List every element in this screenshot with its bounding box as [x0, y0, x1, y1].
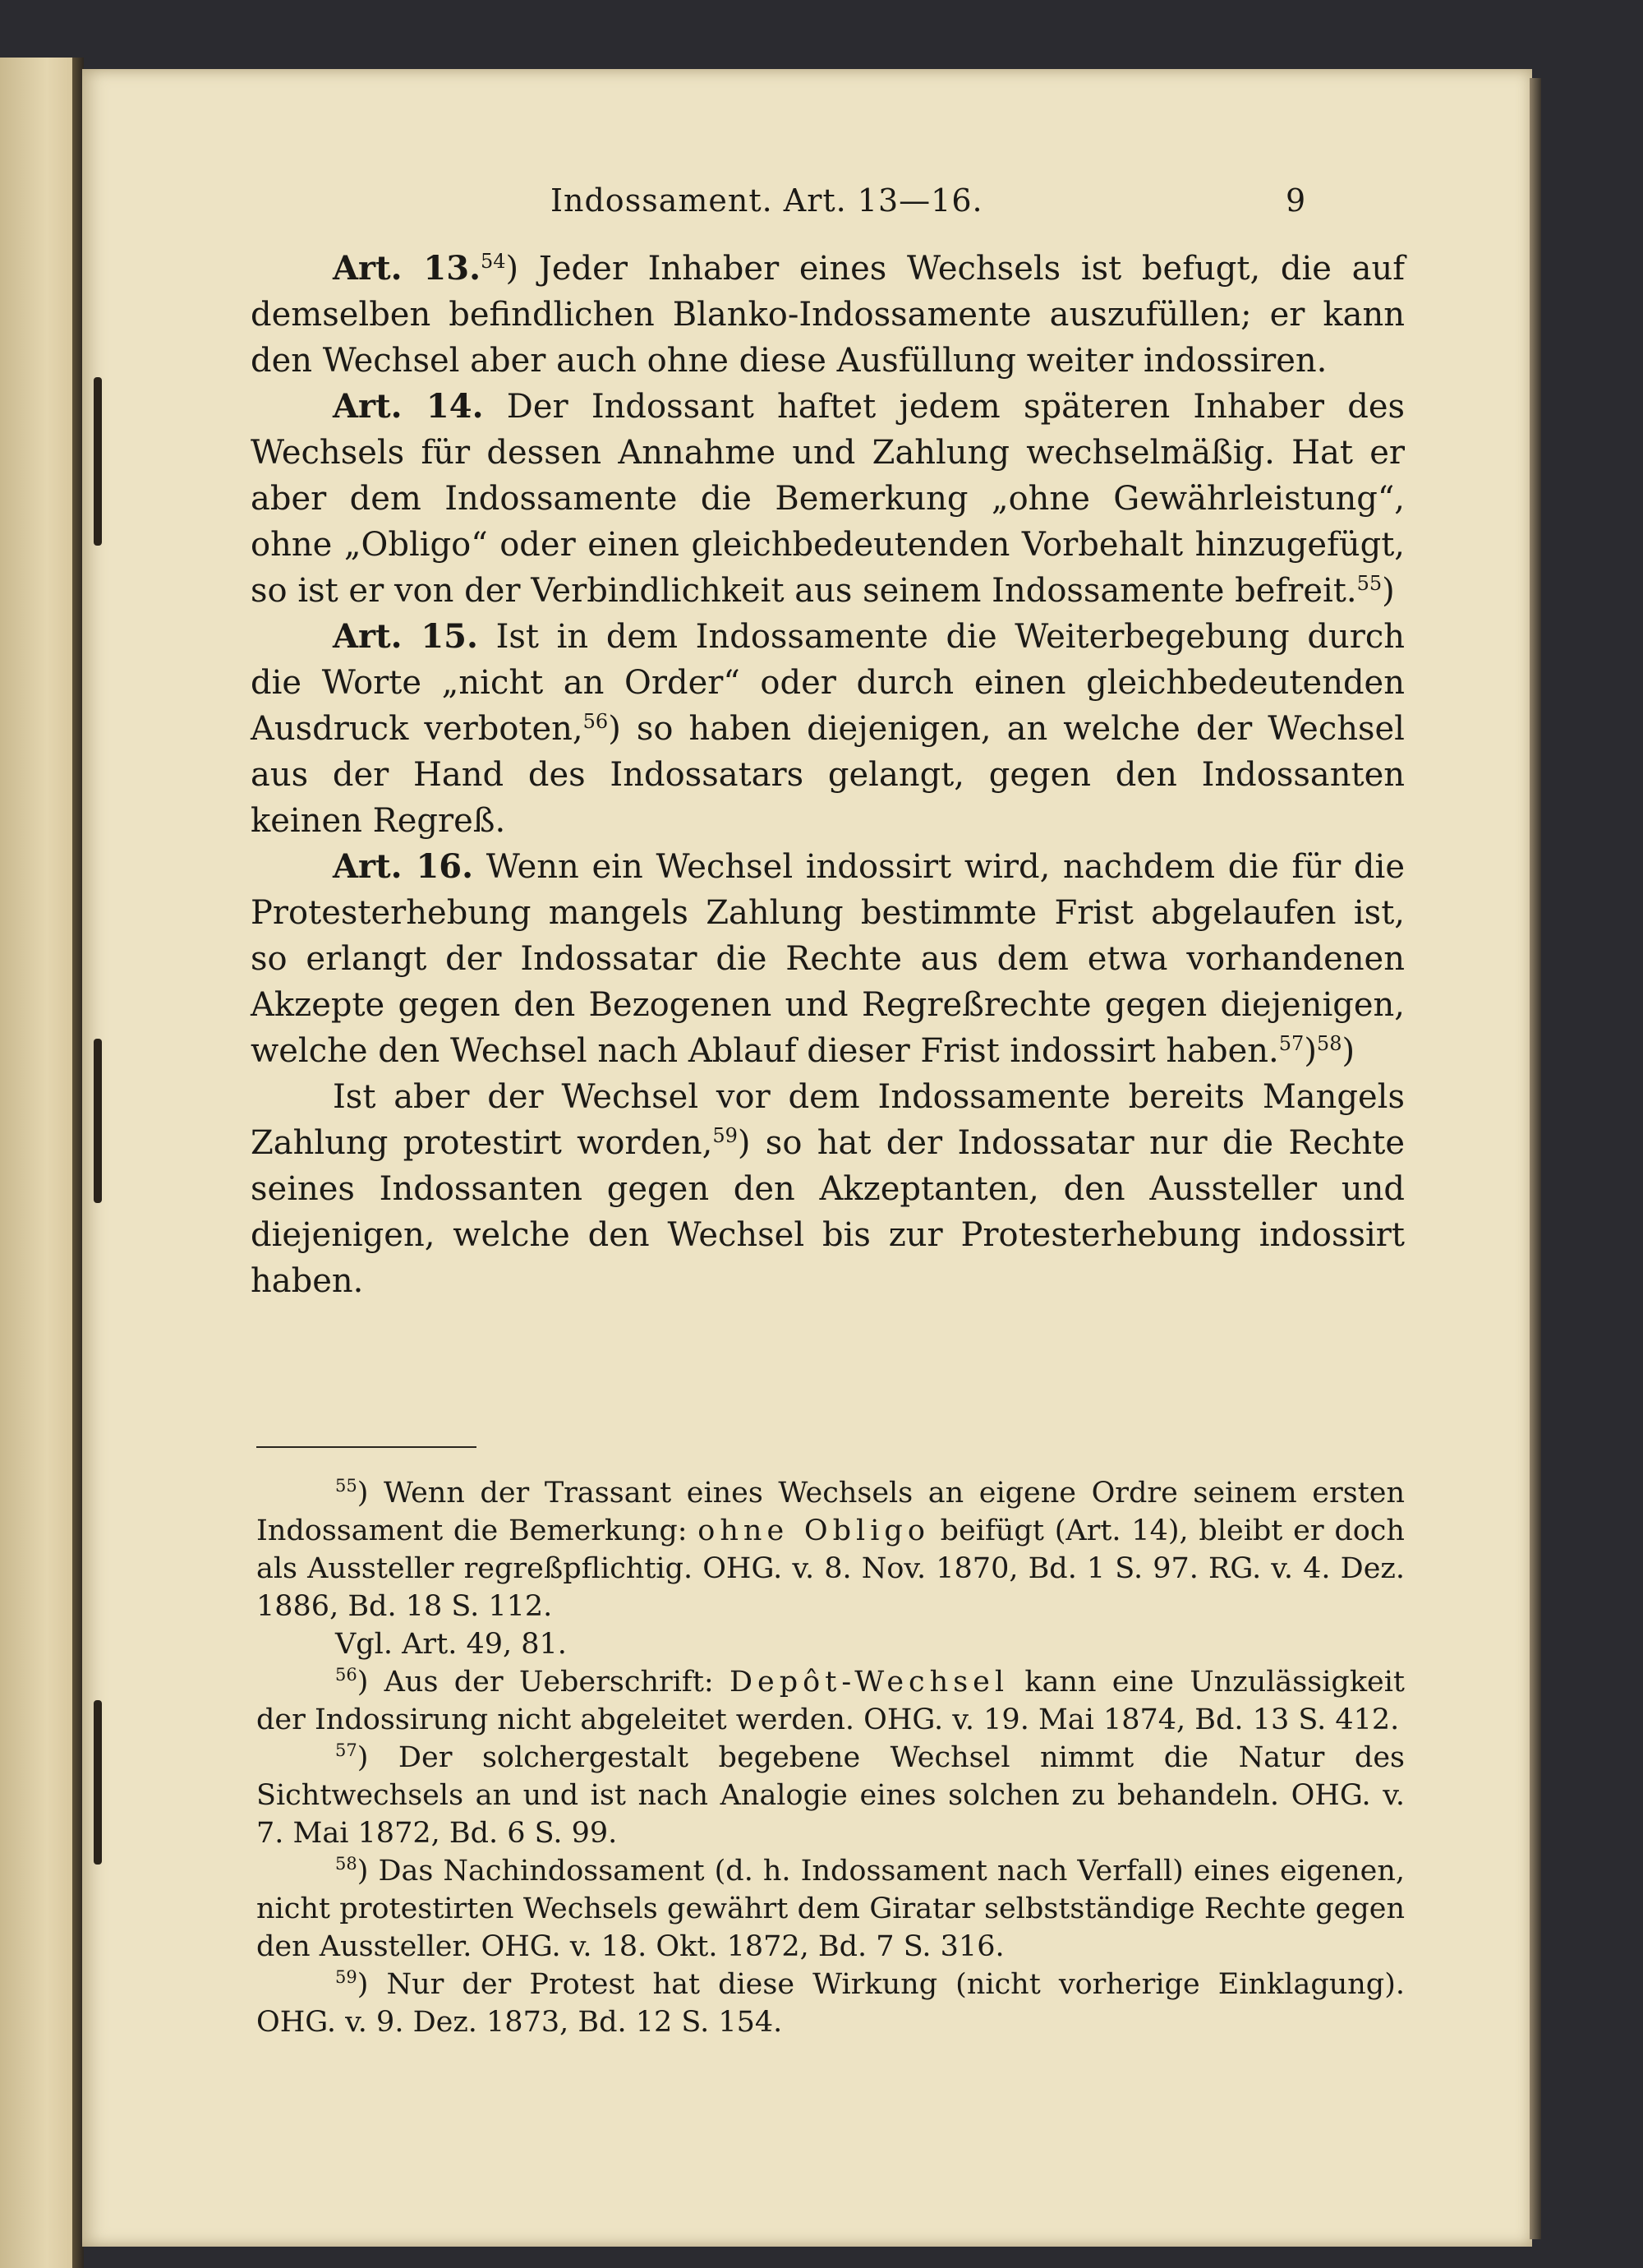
footnote-emphasis: ohne Obligo: [697, 1514, 930, 1547]
note-ref: 54: [481, 250, 506, 273]
footnote-text: kann eine Unzulässigkeit der Indossirung nicht abgeleitet werden. OHG. v. 19. Mai 1874, Bd. 13 S. 412.: [256, 1666, 1405, 1736]
note-ref: 59: [712, 1124, 738, 1147]
note-ref: 56: [582, 710, 609, 733]
page-number: 9: [1286, 182, 1306, 219]
binding-mark: [94, 1700, 102, 1865]
footnote-text: Das Nachindossament (d. h. Indossament nach Verfall) eines eigenen, nicht protestirten Wechsels gewährt dem Giratar selbstständige Rechte gegen den Aussteller. OHG. v. 18. Okt. 1872, Bd. 7 S. 316.: [256, 1855, 1406, 1963]
article-16: Art. 16. Wenn ein Wechsel indossirt wird, nachdem die für die Protesterhebung mangels Zahlung bestimmte Frist abgelaufen ist, so erlangt der Indossatar die Rechte aus dem etwa vorhandenen Akzepte gegen den Bezogenen und Regreßrechte gegen diejenigen, welche den Wechsel nach Ablauf dieser Frist indossirt haben.$^{57}$)$^{58}$): [251, 847, 1405, 1070]
article-label: Art. 15.: [333, 617, 478, 656]
article-label: Art. 13.: [333, 249, 481, 288]
article-text: Der Indossant haftet jedem späteren Inhaber des Wechsels für dessen Annahme und Zahlung wechselmäßig. Hat er aber dem Indossamente die Bemerkung „ohne Gewährleistung“, ohne „Obligo“ oder einen gleichbedeutenden Vorbehalt hinzugefügt, so ist er von der Verbindlichkeit aus seinem Indossamente befreit.: [251, 388, 1406, 610]
footnote-text: Vgl. Art. 49, 81.: [335, 1628, 567, 1661]
footnote-58: $^{58}$) Das Nachindossament (d. h. Indossament nach Verfall) eines eigenen, nicht protestirten Wechsels gewährt dem Giratar selbstständige Rechte gegen den Aussteller. OHG. v. 18. Okt. 1872, Bd. 7 S. 316.: [256, 1854, 1406, 1963]
book-page: [82, 69, 1532, 2247]
note-ref: 58: [1316, 1032, 1342, 1055]
binding-mark: [94, 377, 102, 546]
footnote-text: beifügt (Art. 14), bleibt er doch als Aussteller regreßpflichtig. OHG. v. 8. Nov. 1870, Bd. 1 S. 97. RG. v. 4. Dez. 1886, Bd. 18 S. 112.: [256, 1514, 1405, 1623]
article-text: Ist in dem Indossamente die Weiterbegebung durch die Worte „nicht an Order“ oder durch einen gleichbedeutenden Ausdruck verboten,: [251, 618, 1405, 748]
body-text: [251, 246, 1405, 1304]
article-text: Jeder Inhaber eines Wechsels ist befugt, die auf demselben befindlichen Blanko-Indossamente auszufüllen; er kann den Wechsel aber auch ohne diese Ausfüllung weiter indossiren.: [251, 250, 1406, 380]
article-label: Art. 14.: [333, 387, 484, 426]
header-title: Indossament. Art. 13—16.: [550, 182, 983, 219]
footnote-59: $^{59}$) Nur der Protest hat diese Wirkung (nicht vorherige Einklagung). OHG. v. 9. Dez. 1873, Bd. 12 S. 154.: [256, 1967, 1405, 2039]
running-header: [82, 182, 1532, 224]
article-15: Art. 15. Ist in dem Indossamente die Weiterbegebung durch die Worte „nicht an Order“ oder durch einen gleichbedeutenden Ausdruck verboten,$^{56}$) so haben diejenigen, an welche der Wechsel aus der Hand des Indossatars gelangt, gegen den Indossanten keinen Regreß.: [251, 617, 1405, 840]
footnote-57: $^{57}$) Der solchergestalt begebene Wechsel nimmt die Natur des Sichtwechsels an und ist nach Analogie eines solchen zu behandeln. OHG. v. 7. Mai 1872, Bd. 6 S. 99.: [256, 1740, 1406, 1850]
footnote-text: Aus der Ueberschrift:: [384, 1666, 714, 1699]
article-text: so haben diejenigen, an welche der Wechsel aus der Hand des Indossatars gelangt, gegen den Indossanten keinen Regreß.: [251, 710, 1405, 840]
paragraph-text: so hat der Indossatar nur die Rechte seines Indossanten gegen den Akzeptanten, den Aussteller und diejenigen, welche den Wechsel bis zur Protesterhebung indossirt haben.: [251, 1124, 1406, 1300]
paragraph-text: Ist aber der Wechsel vor dem Indossamente bereits Mangels Zahlung protestirt worden,: [251, 1078, 1405, 1162]
footnote-56: $^{56}$) Aus der Ueberschrift: Depôt-Wechsel kann eine Unzulässigkeit der Indossirung nicht abgeleitet werden. OHG. v. 19. Mai 1874, Bd. 13 S. 412.: [256, 1665, 1405, 1736]
footnote-text: Wenn der Trassant eines Wechsels an eigene Ordre seinem ersten Indossament die Bemerkung:: [256, 1477, 1405, 1547]
article-label: Art. 16.: [333, 847, 474, 886]
article-13: Art. 13.54) Jeder Inhaber eines Wechsels ist befugt, die auf demselben befindlichen Blanko-Indossamente auszufüllen; er kann den Wechsel aber auch ohne diese Ausfüllung weiter indossiren.: [251, 249, 1406, 380]
binding-mark: [94, 1039, 102, 1203]
footnotes: [256, 1474, 1405, 2041]
footnote-divider: [256, 1446, 476, 1448]
footnote-text: Der solchergestalt begebene Wechsel nimmt die Natur des Sichtwechsels an und ist nach Analogie eines solchen zu behandeln. OHG. v. 7. Mai 1872, Bd. 6 S. 99.: [256, 1741, 1406, 1850]
left-page-edge: [0, 58, 78, 2268]
footnote-number: 59: [335, 1967, 357, 1987]
note-ref: 55: [1356, 572, 1383, 595]
footnote-number: 56: [335, 1665, 357, 1685]
footnote-see-also: [256, 1625, 1405, 1663]
footnote-number: 55: [335, 1476, 357, 1496]
footnote-emphasis: Depôt-Wechsel: [729, 1666, 1010, 1699]
note-ref: 57: [1278, 1032, 1305, 1055]
footnote-text: Nur der Protest hat diese Wirkung (nicht vorherige Einklagung). OHG. v. 9. Dez. 1873, Bd. 12 S. 154.: [256, 1968, 1405, 2039]
footnote-number: 57: [335, 1740, 357, 1760]
page-edge: [1530, 78, 1541, 2239]
article-14: Art. 14. Der Indossant haftet jedem späteren Inhaber des Wechsels für dessen Annahme und Zahlung wechselmäßig. Hat er aber dem Indossamente die Bemerkung „ohne Gewährleistung“, ohne „Obligo“ oder einen gleichbedeutenden Vorbehalt hinzugefügt, so ist er von der Verbindlichkeit aus seinem Indossamente befreit.$^{55}$): [251, 387, 1406, 610]
article-text: Wenn ein Wechsel indossirt wird, nachdem die für die Protesterhebung mangels Zahlung bestimmte Frist abgelaufen ist, so erlangt der Indossatar die Rechte aus dem etwa vorhandenen Akzepte gegen den Bezogenen und Regreßrechte gegen diejenigen, welche den Wechsel nach Ablauf dieser Frist indossirt haben.: [251, 848, 1405, 1070]
footnote-55: $^{55}$) Wenn der Trassant eines Wechsels an eigene Ordre seinem ersten Indossament die Bemerkung: ohne Obligo beifügt (Art. 14), bleibt er doch als Aussteller regreßpflichtig. OHG. v. 8. Nov. 1870, Bd. 1 S. 97. RG. v. 4. Dez. 1886, Bd. 18 S. 112.: [256, 1476, 1405, 1623]
footnote-number: 58: [335, 1854, 357, 1874]
article-16-continuation: Ist aber der Wechsel vor dem Indossamente bereits Mangels Zahlung protestirt worden,$^{59}$) so hat der Indossatar nur die Rechte seines Indossanten gegen den Akzeptanten, den Aussteller und diejenigen, welche den Wechsel bis zur Protesterhebung indossirt haben.: [251, 1078, 1406, 1300]
